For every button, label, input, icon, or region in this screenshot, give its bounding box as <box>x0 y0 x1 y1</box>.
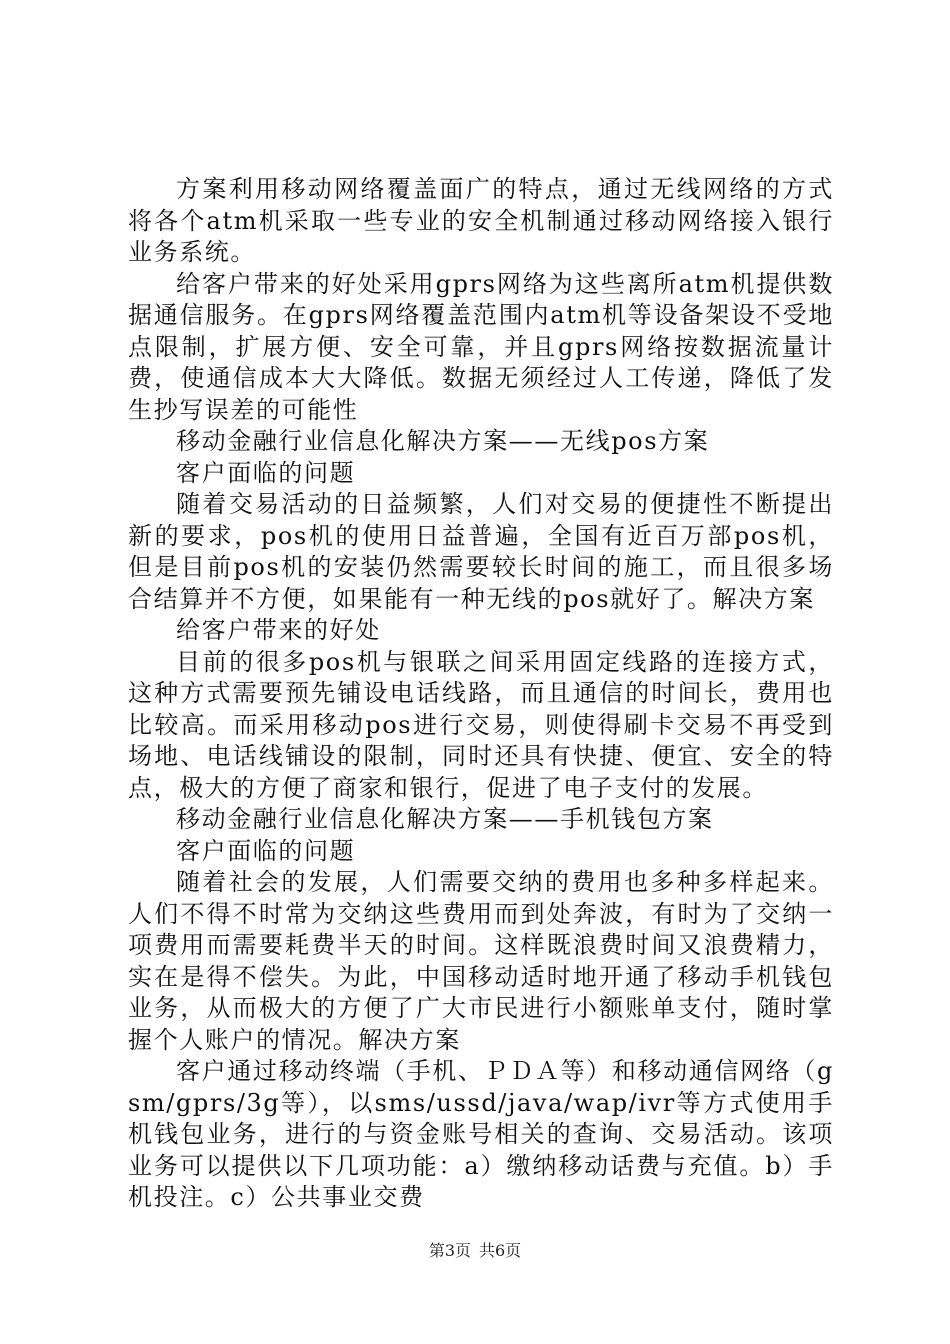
page-total: 共6页 <box>479 1241 522 1260</box>
paragraph-wallet-solution: 客户通过移动终端（手机、ＰＤＡ等）和移动通信网络（gsm/gprs/3g等），以sms/ussd/java/wap/ivr等方式使用手机钱包业务，进行的与资金账号相关的查询、交易活动。该项业务可以提供以下几项功能：a）缴纳移动话费与充值。b）手机投注。c）公共事业交费 <box>128 1057 834 1211</box>
paragraph-pos-benefits: 目前的很多pos机与银联之间采用固定线路的连接方式，这种方式需要预先铺设电话线路，而且通信的时间长，费用也比较高。而采用移动pos进行交易，则使得刷卡交易不再受到场地、电话线铺设的限制，同时还具有快捷、便宜、安全的特点，极大的方便了商家和银行，促进了电子支付的发展。 <box>128 647 834 802</box>
paragraph-wallet-problem: 随着社会的发展，人们需要交纳的费用也多种多样起来。人们不得不时常为交纳这些费用而到处奔波，有时为了交纳一项费用而需要耗费半天的时间。这样既浪费时间又浪费精力，实在是得不偿失。为此，中国移动适时地开通了移动手机钱包业务，从而极大的方便了广大市民进行小额账单支付，随时掌握个人账户的情况。解决方案 <box>128 868 834 1054</box>
page-footer <box>0 1241 950 1261</box>
section-heading-mobile-wallet: 移动金融行业信息化解决方案——手机钱包方案 <box>176 805 714 833</box>
paragraph-atm-benefits: 给客户带来的好处采用gprs网络为这些离所atm机提供数据通信服务。在gprs网络覆盖范围内atm机等设备架设不受地点限制，扩展方便、安全可靠，并且gprs网络按数据流量计费，使通信成本大大降低。数据无须经过人工传递，降低了发生抄写误差的可能性 <box>128 269 834 424</box>
paragraph-pos-problem: 随着交易活动的日益频繁，人们对交易的便捷性不断提出新的要求，pos机的使用日益普遍，全国有近百万部pos机，但是目前pos机的安装仍然需要较长时间的施工，而且很多场合结算并不方便，如果能有一种无线的pos就好了。解决方案 <box>128 490 834 613</box>
subheading-customer-problem: 客户面临的问题 <box>176 458 356 487</box>
subheading-customer-benefits: 给客户带来的好处 <box>176 616 381 644</box>
subheading-customer-problem-wallet: 客户面临的问题 <box>176 836 356 865</box>
page-number: 第3页 <box>428 1241 471 1260</box>
paragraph-atm-solution: 方案利用移动网络覆盖面广的特点，通过无线网络的方式将各个atm机采取一些专业的安全机制通过移动网络接入银行业务系统。 <box>128 175 834 266</box>
document-body <box>128 174 834 1214</box>
section-heading-wireless-pos: 移动金融行业信息化解决方案——无线pos方案 <box>176 427 710 455</box>
